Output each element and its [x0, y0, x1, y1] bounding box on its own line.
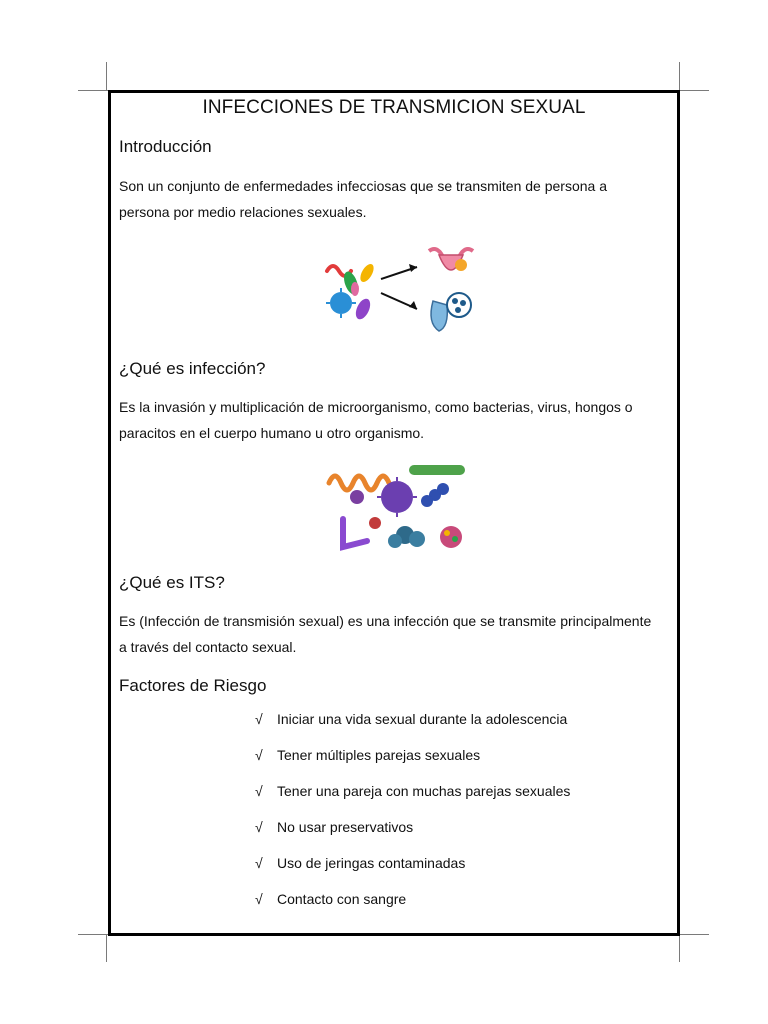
crop-mark [679, 62, 680, 90]
checkmark-icon: √ [255, 855, 263, 871]
risk-factor-text: Uso de jeringas contaminadas [277, 855, 466, 871]
crop-mark [78, 90, 108, 91]
crop-mark [78, 934, 108, 935]
risk-factors-list [255, 709, 570, 925]
crop-mark [679, 90, 709, 91]
microorganisms-illustration [323, 459, 471, 557]
section-heading-its: ¿Qué es ITS? [119, 573, 225, 592]
list-item [255, 745, 570, 781]
checkmark-icon: √ [255, 783, 263, 799]
crop-mark [106, 934, 107, 962]
list-item [255, 889, 570, 925]
risk-factor-text: No usar preservativos [277, 819, 414, 835]
section-heading-introduccion: Introducción [119, 137, 212, 156]
sti-transmission-illustration [321, 243, 481, 341]
checkmark-icon: √ [255, 747, 263, 763]
list-item [255, 781, 570, 817]
risk-factor-text: Tener una pareja con muchas parejas sexuales [277, 783, 571, 799]
crop-mark [679, 934, 709, 935]
section-text-infeccion: Es la invasión y multiplicación de microorganismo, como bacterias, virus, hongos o paracitos en el cuerpo humano u otro organismo. [119, 399, 633, 441]
checkmark-icon: √ [255, 711, 263, 727]
crop-mark [106, 62, 107, 90]
checkmark-icon: √ [255, 819, 263, 835]
risk-factor-text: Tener múltiples parejas sexuales [277, 747, 481, 763]
checkmark-icon: √ [255, 891, 263, 907]
list-item [255, 709, 570, 745]
section-heading-infeccion: ¿Qué es infección? [119, 359, 266, 378]
page-frame [108, 90, 680, 936]
risk-factor-text: Iniciar una vida sexual durante la adolescencia [277, 711, 568, 727]
list-item [255, 817, 570, 853]
section-text-introduccion: Son un conjunto de enfermedades infecciosas que se transmiten de persona a persona por medio relaciones sexuales. [119, 178, 607, 220]
section-text-its: Es (Infección de transmisión sexual) es una infección que se transmite principalmente a través del contacto sexual. [119, 613, 652, 655]
crop-mark [679, 934, 680, 962]
section-heading-factores-riesgo: Factores de Riesgo [119, 676, 267, 695]
document-title: INFECCIONES DE TRANSMICION SEXUAL [202, 97, 586, 118]
risk-factor-text: Contacto con sangre [277, 891, 407, 907]
list-item [255, 853, 570, 889]
